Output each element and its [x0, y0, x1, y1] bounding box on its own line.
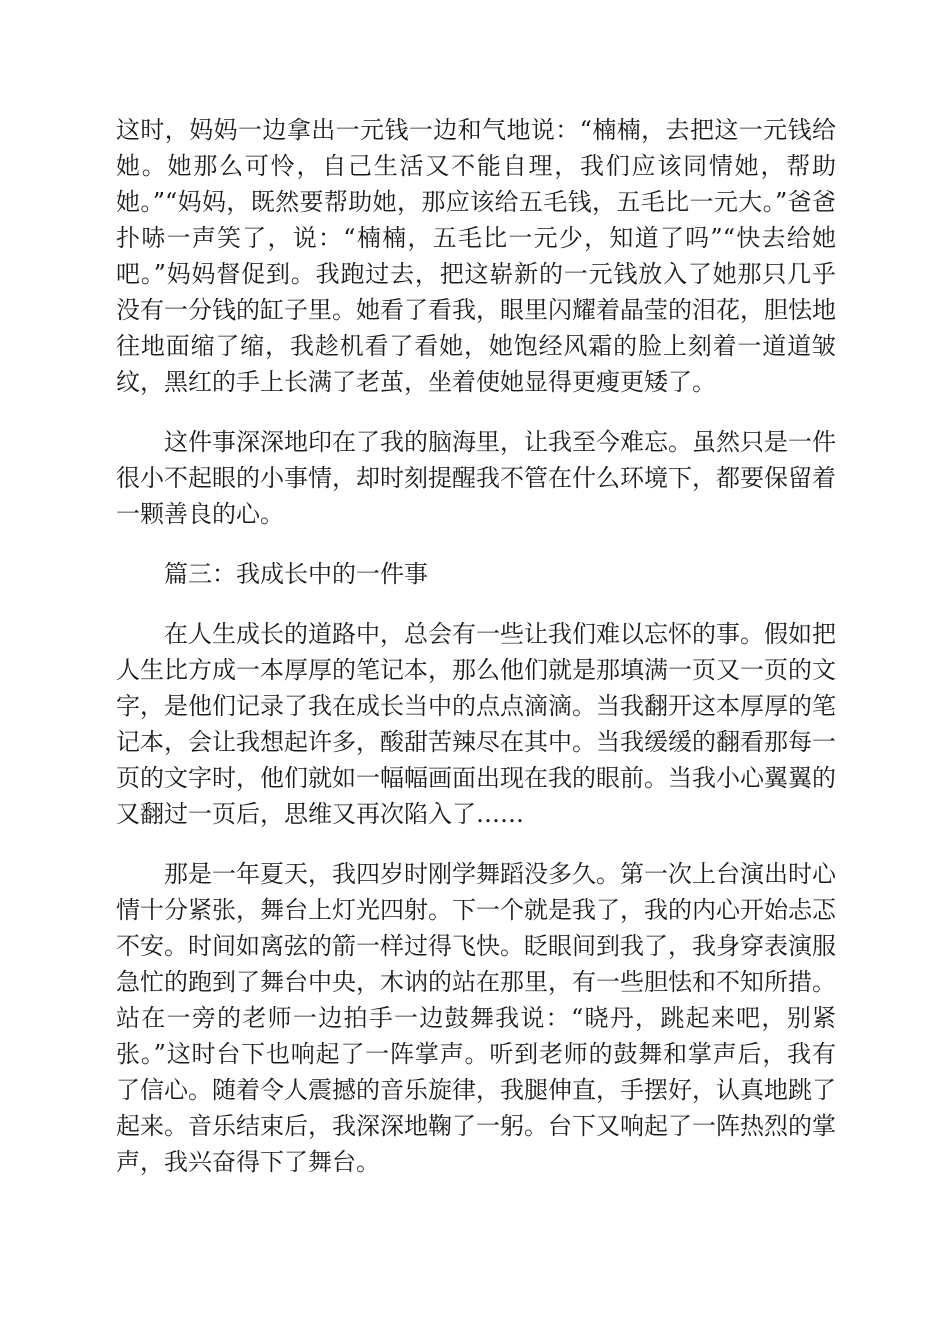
paragraph-story: 那是一年夏天，我四岁时刚学舞蹈没多久。第一次上台演出时心情十分紧张，舞台上灯光四射。下一个就是我了，我的内心开始忐忑不安。时间如离弦的箭一样过得飞快。眨眼间到我了，我身穿表演服急忙的跑到了舞台中央，木讷的站在那里，有一些胆怯和不知所措。站在一旁的老师一边拍手一边鼓舞我说：“晓丹，跳起来吧，别紧张。”这时台下也响起了一阵掌声。听到老师的鼓舞和掌声后，我有了信心。随着令人震撼的音乐旋律，我腿伸直，手摆好，认真地跳了起来。音乐结束后，我深深地鞠了一躬。台下又响起了一阵热烈的掌声，我兴奋得下了舞台。: [116, 860, 836, 1176]
paragraph-continuation: 这时，妈妈一边拿出一元钱一边和气地说：“楠楠，去把这一元钱给她。她那么可怜，自己生活又不能自理，我们应该同情她，帮助她。”“妈妈，既然要帮助她，那应该给五毛钱，五毛比一元大。”爸爸扑哧一声笑了，说：“楠楠，五毛比一元少，知道了吗”“快去给她吧。”妈妈督促到。我跑过去，把这崭新的一元钱放入了她那只几乎没有一分钱的缸子里。她看了看我，眼里闪耀着晶莹的泪花，胆怯地往地面缩了缩，我趁机看了看她，她饱经风霜的脸上刻着一道道皱纹，黑红的手上长满了老茧，坐着使她显得更瘦更矮了。: [116, 116, 836, 396]
document-body: [116, 112, 836, 1180]
paragraph-reflection: 这件事深深地印在了我的脑海里，让我至今难忘。虽然只是一件很小不起眼的小事情，却时刻提醒我不管在什么环境下，都要保留着一颗善良的心。: [116, 428, 836, 528]
section-heading: 篇三：我成长中的一件事: [164, 560, 428, 588]
paragraph-intro: 在人生成长的道路中，总会有一些让我们难以忘怀的事。假如把人生比方成一本厚厚的笔记本，那么他们就是那填满一页又一页的文字，是他们记录了我在成长当中的点点滴滴。当我翻开这本厚厚的笔记本，会让我想起许多，酸甜苦辣尽在其中。当我缓缓的翻看那每一页的文字时，他们就如一幅幅画面出现在我的眼前。当我小心翼翼的又翻过一页后，思维又再次陷入了……: [116, 620, 836, 828]
